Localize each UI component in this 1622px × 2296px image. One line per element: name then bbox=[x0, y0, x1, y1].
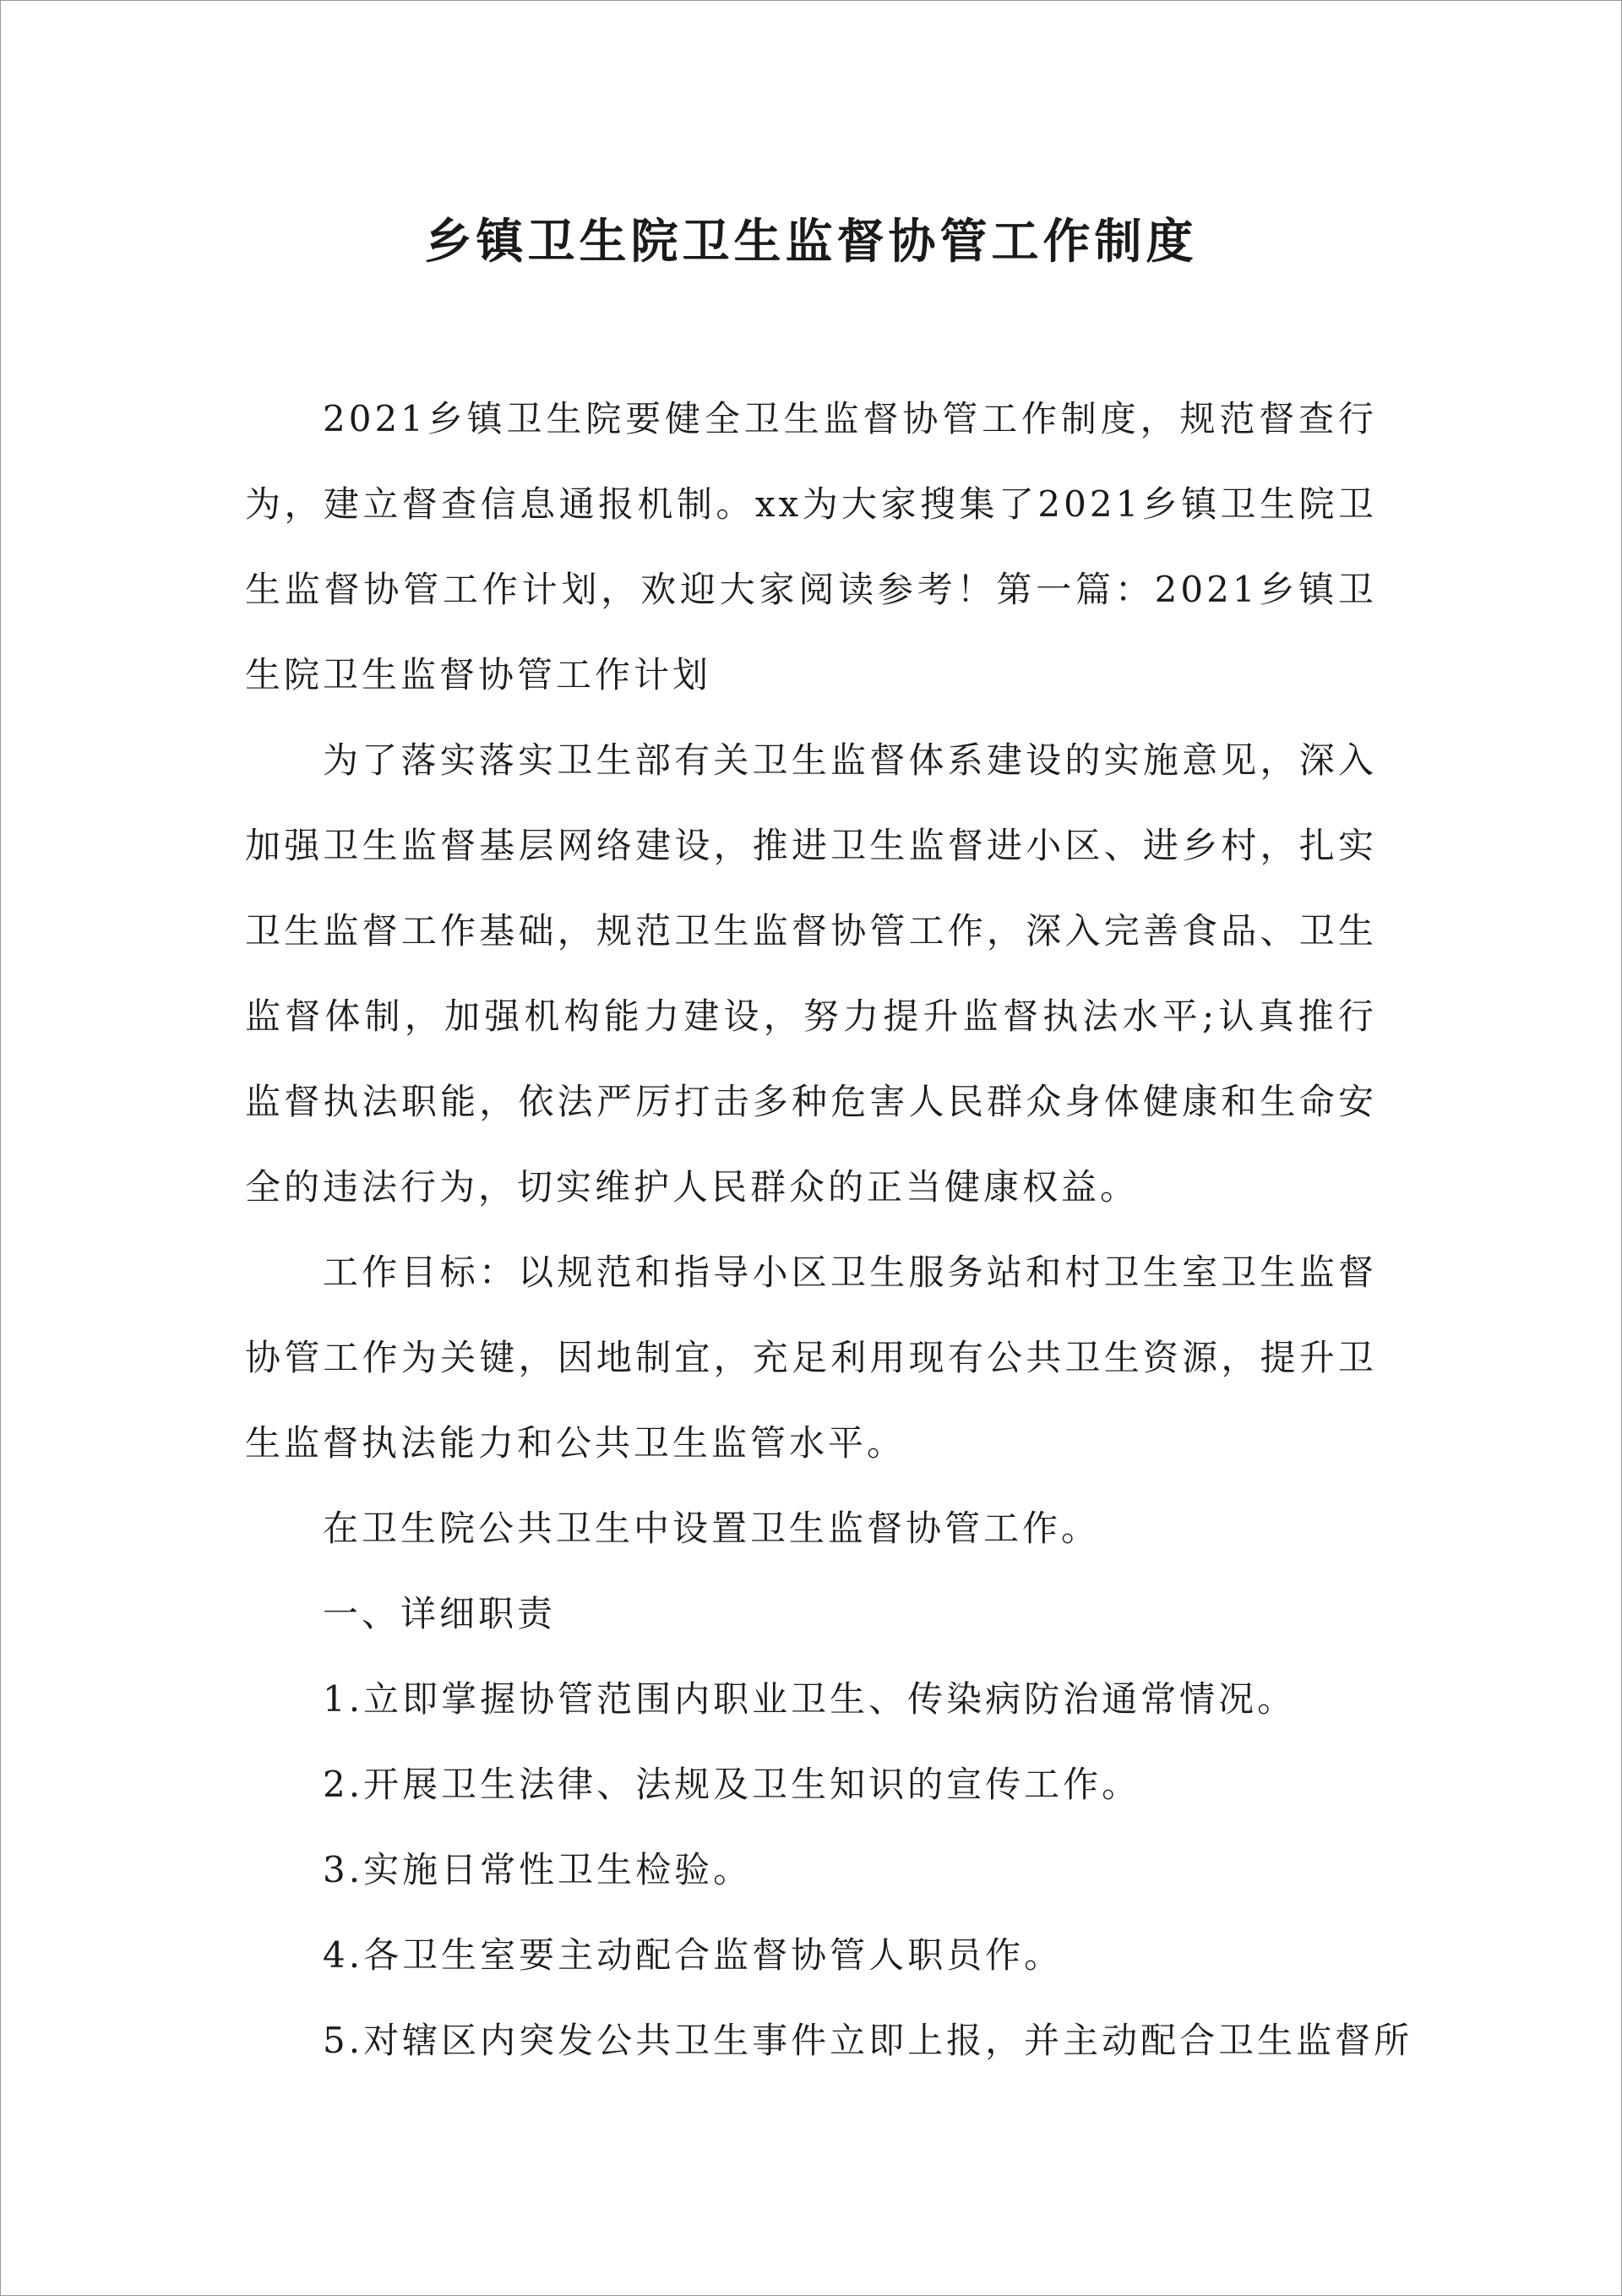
paragraph-work-goal: 工作目标：以规范和指导小区卫生服务站和村卫生室卫生监督协管工作为关键，因地制宜，充足利用现有公共卫生资源，提升卫生监督执法能力和公共卫生监管水平。 bbox=[245, 1252, 1377, 1464]
list-item-3: 3.实施日常性卫生检验。 bbox=[323, 1849, 753, 1890]
list-item-4: 4.各卫生室要主动配合监督协管人职员作。 bbox=[323, 1934, 1064, 1976]
document-body bbox=[245, 376, 1413, 2083]
paragraph-purpose: 为了落实落实卫生部有关卫生监督体系建设的实施意见，深入加强卫生监督基层网络建设，推进卫生监督进小区、进乡村，扎实卫生监督工作基础，规范卫生监督协管工作，深入完善食品、卫生监督体制，加强机构能力建设，努力提升监督执法水平;认真推行监督执法职能，依法严厉打击多种危害人民群众身体健康和生命安全的违法行为，切实维护人民群众的正当健康权益。 bbox=[245, 739, 1377, 1208]
paragraph-intro: 2021乡镇卫生院要健全卫生监督协管工作制度，规范督查行为，建立督查信息通报机制。xx为大家搜集了2021乡镇卫生院卫生监督协管工作计划，欢迎大家阅读参考！第一篇：2021乡镇卫生院卫生监督协管工作计划 bbox=[245, 398, 1377, 695]
document-title: 乡镇卫生院卫生监督协管工作制度 bbox=[424, 214, 1198, 270]
list-item-2: 2.开展卫生法律、法规及卫生知识的宣传工作。 bbox=[323, 1764, 1141, 1805]
section-heading-duties: 一、详细职责 bbox=[323, 1593, 557, 1634]
paragraph-setup: 在卫生院公共卫生中设置卫生监督协管工作。 bbox=[323, 1508, 1101, 1549]
list-item-5: 5.对辖区内突发公共卫生事件立即上报，并主动配合卫生监督所 bbox=[323, 2020, 1413, 2061]
list-item-1: 1.立即掌握协管范围内职业卫生、传染病防治通常情况。 bbox=[323, 1678, 1297, 1720]
